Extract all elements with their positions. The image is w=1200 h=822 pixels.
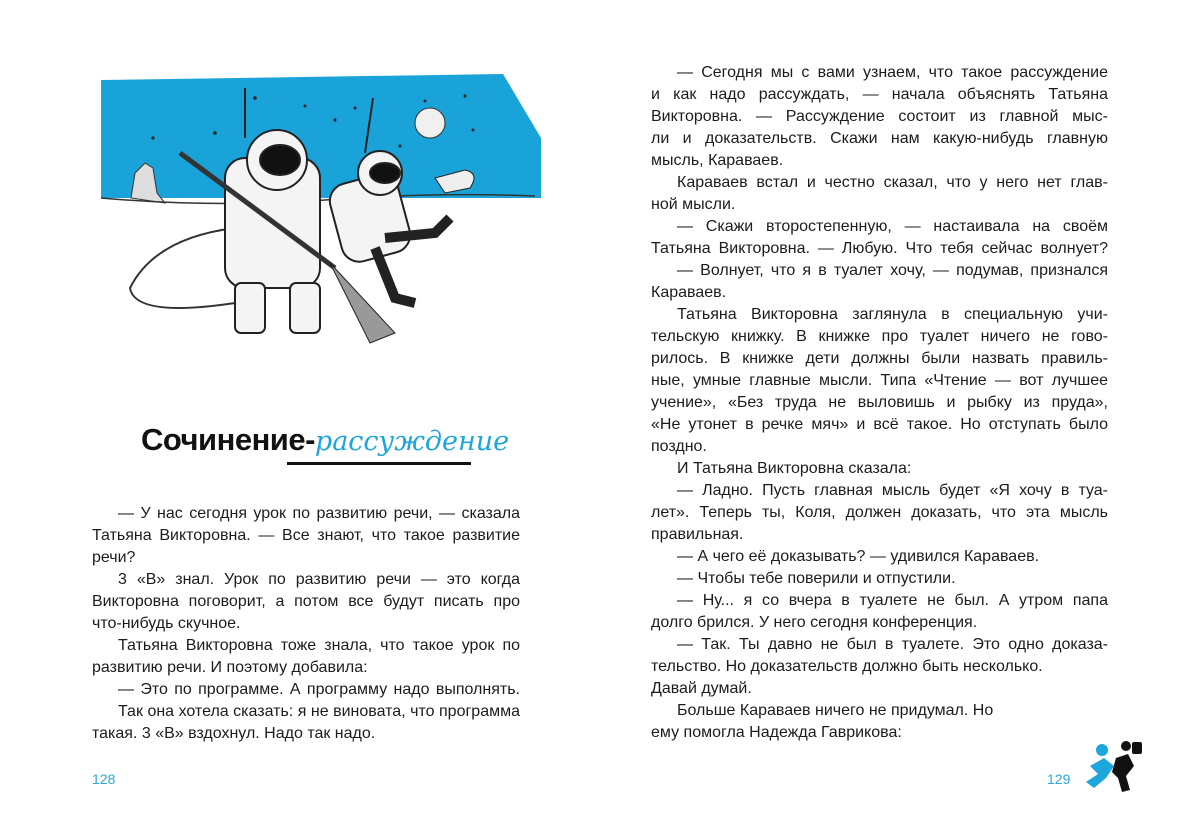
text-line: Давай думай. [651, 680, 752, 697]
text-line: тельство. Но доказательств должно быть несколько. [651, 658, 1043, 675]
text-line: Татьяна Викторовна заглянула в специальную учи- [677, 306, 1108, 323]
chapter-title [141, 422, 509, 458]
text-line: — Скажи второстепенную, — настаивала на своём [677, 218, 1108, 235]
title-script-part: рассуждение [314, 426, 510, 457]
text-line: такая. 3 «В» вздохнул. Надо так надо. [92, 725, 376, 742]
text-line: что-нибудь скучное. [92, 615, 241, 632]
text-line: «Не утонет в речке мяч» и всё такое. Но отступать было [651, 416, 1108, 433]
text-line: — Так. Ты давно не был в туалете. Это одно доказа- [677, 636, 1108, 653]
moon [415, 108, 445, 138]
text-line: речи? [92, 549, 136, 566]
text-line: правильная. [651, 526, 744, 543]
text-line: ему помогла Надежда Гаврикова: [651, 724, 902, 741]
text-line: Татьяна Викторовна тоже знала, что такое урок по [118, 637, 520, 654]
text-line: — Ну... я со вчера в туалете не был. А утром папа [677, 592, 1108, 609]
text-line: ные, умные главные мысли. Типа «Чтение — вот лучшее [651, 372, 1108, 389]
text-line: ной мысли. [651, 196, 736, 213]
running-kids-logo [1082, 738, 1146, 798]
text-line: мысль, Караваев. [651, 152, 784, 169]
text-line: Караваев. [651, 284, 727, 301]
title-underline [287, 462, 471, 465]
text-line: Так она хотела сказать: я не виновата, что программа [118, 703, 520, 720]
text-line: рилось. В книжке дети должны были назвать правиль- [651, 350, 1108, 367]
left-page-text [92, 503, 520, 745]
text-line: Викторовна. — Рассуждение состоит из главной мыс- [651, 108, 1108, 125]
text-line: — А чего её доказывать? — удивился Караваев. [677, 548, 1040, 565]
text-line: — Чтобы тебе поверили и отпустили. [677, 570, 956, 587]
hose [130, 228, 235, 308]
text-line: учение», «Без труда не выловишь и рыбку из пруда», [651, 394, 1108, 411]
text-line: тельскую книжку. В книжке про туалет ничего не гово- [651, 328, 1108, 345]
text-line: И Татьяна Викторовна сказала: [677, 460, 912, 477]
text-line: Викторовна поговорит, а потом все будут писать про [92, 593, 520, 610]
text-line: Татьяна Викторовна. — Любую. Что тебя сейчас волнует? [651, 240, 1108, 257]
text-line: Караваев встал и честно сказал, что у него нет глав- [677, 174, 1108, 191]
text-line: поздно. [651, 438, 707, 455]
page-number-right: 129 [1047, 771, 1071, 787]
text-line: — Волнует, что я в туалет хочу, — подумав, признался [677, 262, 1108, 279]
text-line: — Это по программе. А программу надо выполнять. [118, 681, 520, 698]
text-line: развитию речи. И поэтому добавила: [92, 659, 368, 676]
text-line: Больше Караваев ничего не придумал. Но [677, 702, 994, 719]
text-line: долго брился. У него сегодня конференция. [651, 614, 978, 631]
text-line: — Ладно. Пусть главная мысль будет «Я хочу в туа- [677, 482, 1108, 499]
text-line: ли и доказательств. Скажи нам какую-нибудь главную [651, 130, 1108, 147]
text-line: и как надо рассуждать, — начала объяснять Татьяна [651, 86, 1108, 103]
text-line: Татьяна Викторовна. — Все знают, что такое развитие [92, 527, 520, 544]
text-line: лет». Теперь ты, Коля, должен доказать, что эта мысль [651, 504, 1108, 521]
astronauts-illustration [95, 68, 545, 368]
text-line: — У нас сегодня урок по развитию речи, — сказала [118, 505, 520, 522]
text-line: 3 «В» знал. Урок по развитию речи — это когда [118, 571, 520, 588]
text-line: — Сегодня мы с вами узнаем, что такое рассуждение [677, 64, 1108, 81]
title-bold-part: Сочинение- [141, 422, 315, 457]
page-number-left: 128 [92, 771, 116, 787]
right-page-text [651, 62, 1108, 744]
